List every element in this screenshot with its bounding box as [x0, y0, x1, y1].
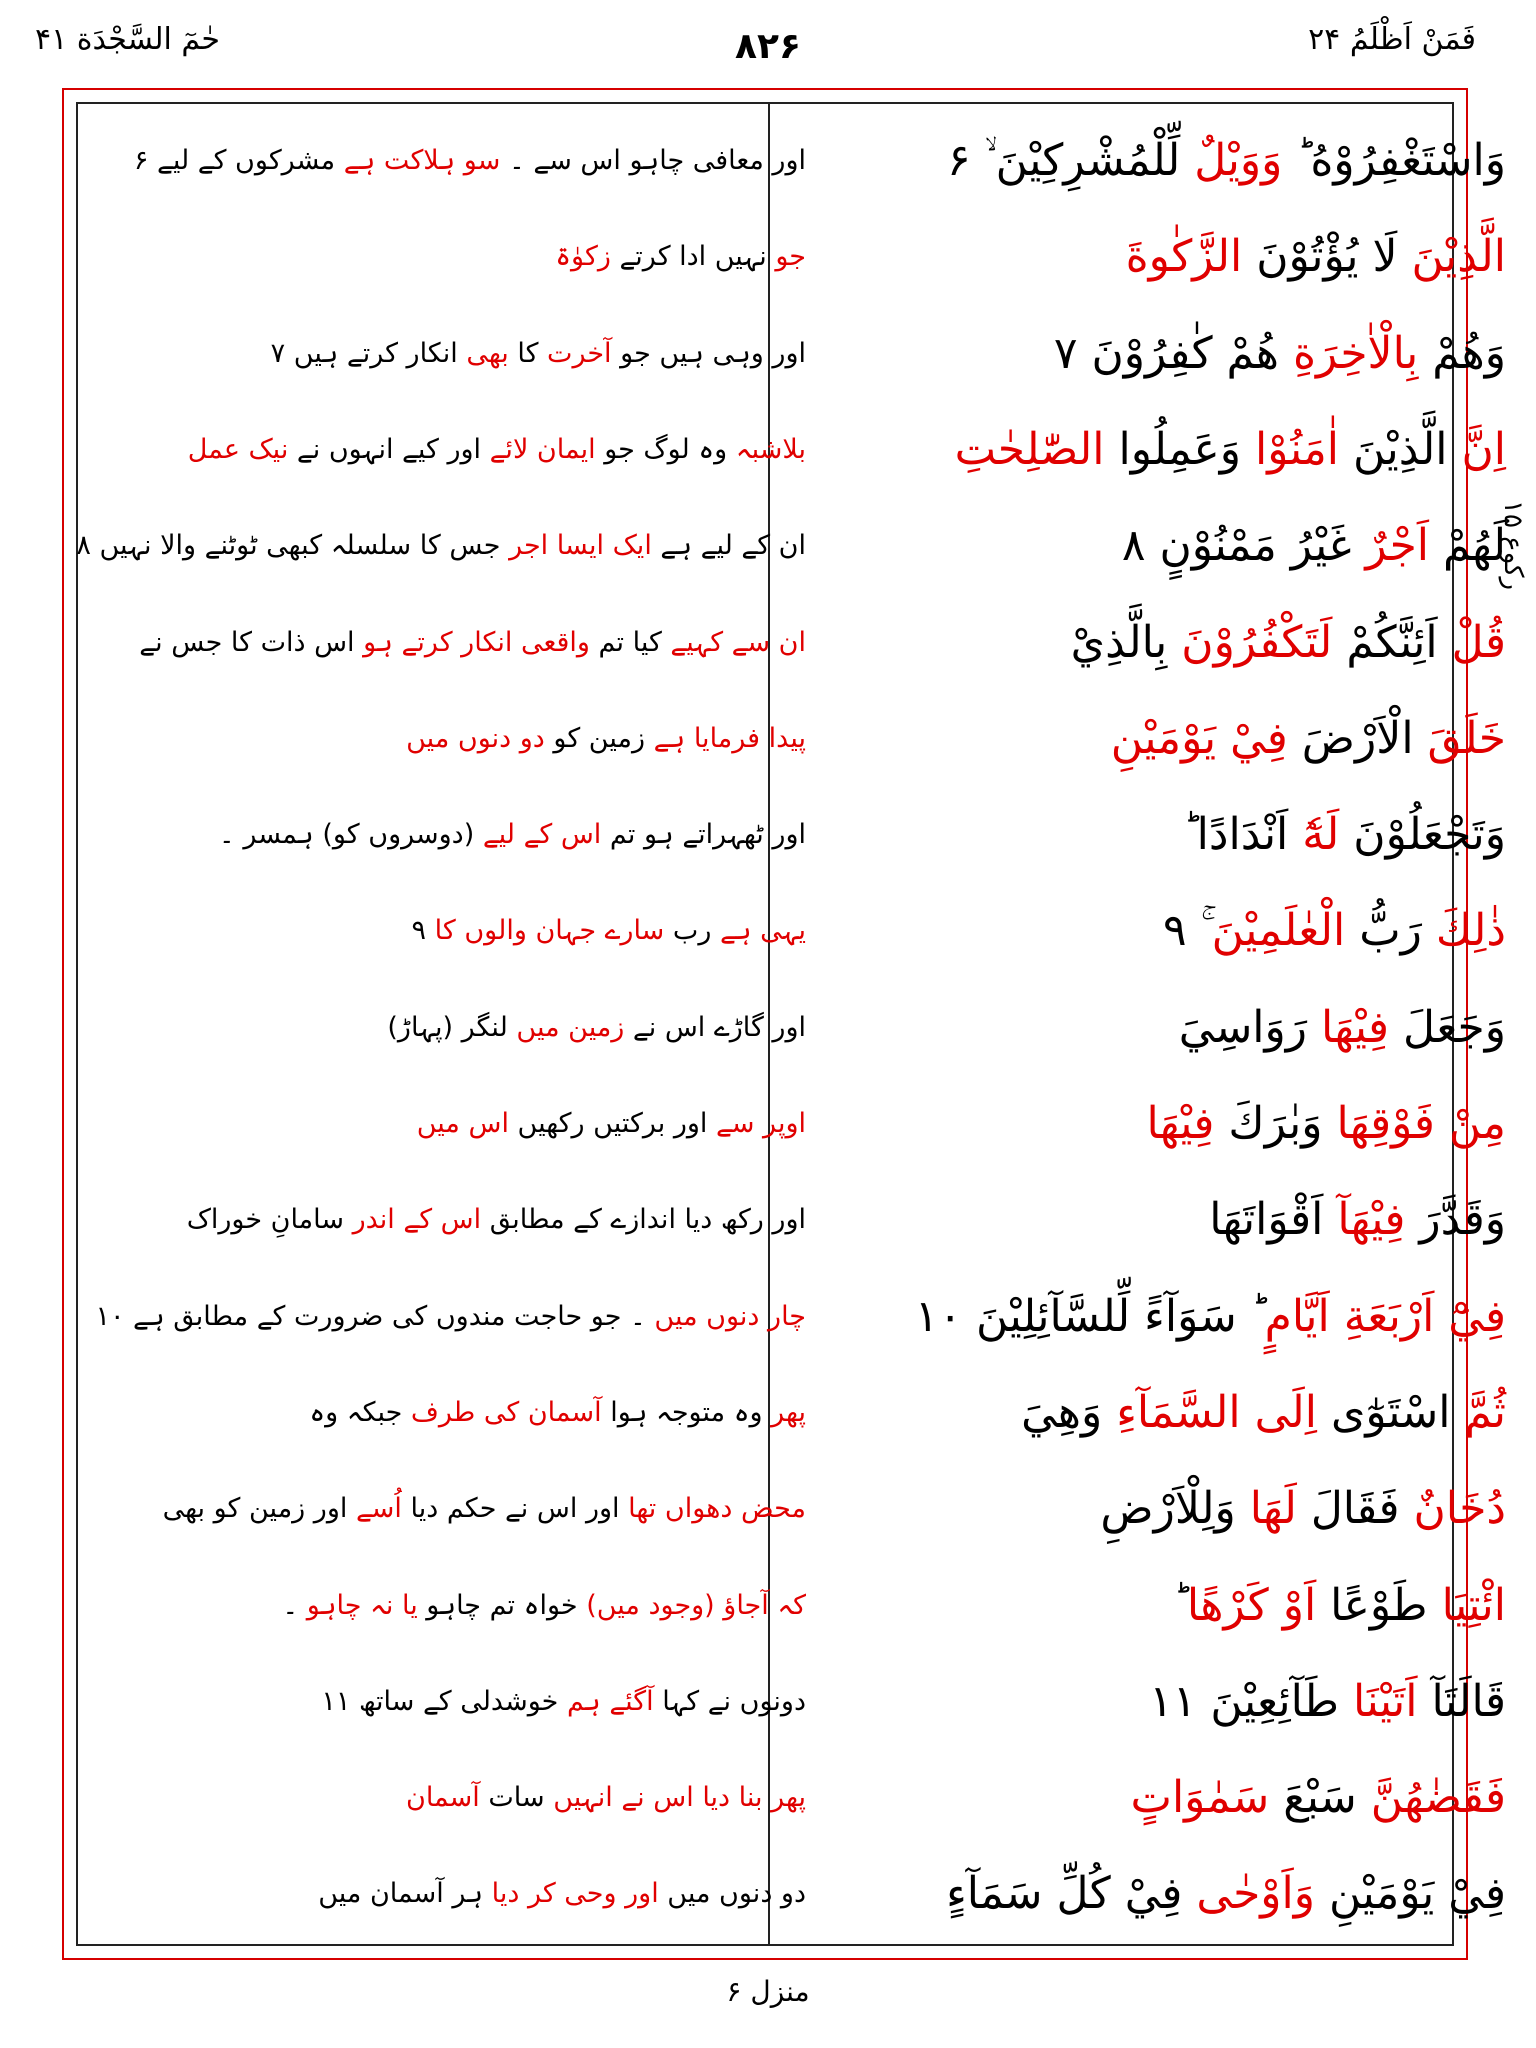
urdu-segment: نیک عمل — [187, 433, 289, 465]
urdu-segment: اس میں — [416, 1108, 509, 1139]
arabic-segment: فَقَضٰهُنَّ — [1370, 1772, 1506, 1824]
urdu-segment: کا — [508, 337, 548, 369]
urdu-segment: (دوسروں کو) ہمسر ۔ — [218, 819, 483, 851]
arabic-segment: رَبُّ — [1345, 905, 1436, 957]
arabic-segment: لَتَكْفُرُوْنَ — [1181, 616, 1333, 668]
urdu-translation-line — [136, 405, 806, 495]
arabic-segment: فِيْ كُلِّ سَمَآءٍ — [946, 1868, 1197, 1920]
urdu-segment: ۔ — [282, 1589, 307, 1621]
ruku-marker: رکوع ۱۵ — [1498, 500, 1528, 591]
arabic-segment: اَوْ كَرْهًا — [1186, 1579, 1317, 1631]
verse-row — [76, 405, 1506, 495]
urdu-segment: یہی ہے — [719, 915, 806, 947]
arabic-segment: فِيْ يَوْمَيْنِ — [1110, 712, 1288, 764]
verse-row — [76, 116, 1506, 206]
arabic-segment: فِيْٓ اَرْبَعَةِ اَيَّامٍ — [1264, 1290, 1506, 1342]
arabic-verse-line — [866, 212, 1506, 302]
arabic-segment: لِّلْمُشْرِكِيْنَ ۙ‏ ۶ — [946, 135, 1195, 186]
urdu-segment: اور گاڑے اس نے — [624, 1011, 806, 1043]
urdu-segment: سامانِ خوراک — [186, 1204, 353, 1236]
manzil-footer: منزل ۶ — [726, 1975, 810, 2008]
arabic-segment: اَنْدَادًا ؕ — [1182, 809, 1303, 861]
arabic-segment: ۚ ۹ — [1162, 905, 1212, 957]
arabic-segment: الزَّكٰوةَ — [1125, 231, 1243, 283]
arabic-segment: قَالَتَآ — [1417, 1675, 1506, 1727]
arabic-segment: وَاسْتَغْفِرُوْهُ ؕ — [1282, 135, 1506, 186]
verse-row — [76, 1753, 1506, 1843]
arabic-verse-line — [866, 1079, 1506, 1169]
verse-row — [76, 1368, 1506, 1458]
arabic-segment: سَبْعَ — [1269, 1772, 1371, 1824]
urdu-segment: خوشدلی کے ساتھ ۱۱ — [321, 1685, 567, 1717]
arabic-segment: وَوَيْلٌ — [1194, 135, 1283, 186]
urdu-segment: انکار کرتے ہیں ۷ — [270, 337, 467, 369]
urdu-segment: ۔ جو حاجت مندوں کی ضرورت کے مطابق ہے ۱۰ — [95, 1300, 655, 1332]
urdu-segment: کہ آجاؤ (وجود میں) — [586, 1589, 806, 1621]
arabic-segment: وَلِلْاَرْضِ — [1100, 1483, 1250, 1535]
verse-row — [76, 501, 1506, 591]
arabic-segment: طَآئِعِيْنَ ۱۱ — [1149, 1675, 1354, 1727]
urdu-segment: آگئے ہم — [566, 1685, 654, 1717]
verse-row — [76, 886, 1506, 976]
urdu-segment: زکوٰۃ — [555, 241, 611, 273]
arabic-segment: اَتَيْنَا — [1353, 1675, 1418, 1727]
urdu-segment: زمین میں — [516, 1011, 625, 1043]
arabic-verse-line — [866, 1272, 1506, 1362]
urdu-translation-line — [136, 1753, 806, 1843]
urdu-segment: پیدا فرمایا ہے — [653, 722, 806, 754]
urdu-translation-line — [136, 983, 806, 1073]
verse-row — [76, 1175, 1506, 1265]
arabic-segment: ثُمَّ — [1464, 1386, 1506, 1438]
arabic-segment: رَوَاسِيَ — [1178, 1001, 1322, 1053]
urdu-translation-line — [136, 212, 806, 302]
arabic-segment: بِالْاٰخِرَةِ — [1292, 327, 1419, 379]
urdu-segment: پھر بنا دیا اس نے انہیں — [553, 1782, 806, 1814]
arabic-segment: ذٰلِكَ — [1435, 905, 1506, 957]
arabic-verse-line — [866, 501, 1506, 591]
arabic-segment: وَهُمْ — [1418, 327, 1506, 379]
arabic-segment: وَهِيَ — [1021, 1386, 1117, 1438]
arabic-segment: ؕ — [1172, 1579, 1187, 1631]
urdu-segment: بلاشبہ — [735, 433, 806, 465]
verse-row — [76, 983, 1506, 1073]
urdu-segment: وہ لوگ جو — [595, 433, 736, 465]
arabic-segment: ؕ سَوَآءً لِّلسَّآئِلِيْنَ ۱۰ — [914, 1290, 1265, 1342]
arabic-verse-line — [866, 1175, 1506, 1265]
arabic-segment: سَمٰوَاتٍ — [1130, 1772, 1270, 1824]
arabic-verse-line — [866, 1561, 1506, 1651]
urdu-segment: آخرت — [547, 337, 612, 369]
arabic-verse-line — [866, 598, 1506, 688]
urdu-segment: زمین کو — [544, 722, 654, 754]
header-surah-name: حٰمٓ السَّجْدَة ۴۱ — [35, 22, 220, 57]
arabic-verse-line — [866, 1368, 1506, 1458]
arabic-segment: اِنَّ — [1461, 423, 1506, 475]
urdu-segment: واقعی انکار کرتے ہو — [363, 626, 590, 658]
arabic-segment: الصّٰلِحٰتِ — [954, 423, 1105, 475]
urdu-translation-line — [136, 1464, 806, 1554]
verse-row — [76, 1272, 1506, 1362]
urdu-segment: وہ متوجہ ہوا — [601, 1396, 772, 1428]
urdu-segment: ایمان لائے — [489, 433, 596, 465]
arabic-verse-line — [866, 1464, 1506, 1554]
urdu-translation-line — [136, 1657, 806, 1747]
verse-row — [76, 1079, 1506, 1169]
arabic-segment: وَجَعَلَ — [1389, 1001, 1506, 1053]
urdu-translation-line — [136, 598, 806, 688]
arabic-segment: لَهَا — [1249, 1483, 1297, 1535]
arabic-segment: مِنْ فَوْقِهَا — [1336, 1098, 1506, 1149]
verse-row — [76, 212, 1506, 302]
urdu-segment: جبکہ وہ — [309, 1396, 411, 1428]
urdu-segment: بھی — [466, 337, 509, 369]
urdu-segment: محض دھواں تھا — [628, 1493, 806, 1525]
urdu-segment: اور برکتیں رکھیں — [508, 1108, 717, 1139]
urdu-segment: آسمان — [406, 1782, 480, 1814]
arabic-verse-line — [866, 983, 1506, 1073]
arabic-segment: وَعَمِلُوا — [1104, 423, 1255, 475]
urdu-translation-line — [136, 886, 806, 976]
arabic-verse-line — [866, 309, 1506, 399]
verse-row — [76, 790, 1506, 880]
urdu-segment: ایک ایسا اجر — [509, 530, 652, 562]
arabic-segment: وَقَدَّرَ — [1405, 1194, 1506, 1246]
urdu-translation-line — [133, 116, 806, 206]
urdu-translation-line — [136, 1079, 806, 1169]
urdu-segment: اور زمین کو بھی — [162, 1493, 356, 1525]
urdu-translation-line — [76, 501, 806, 591]
arabic-verse-line — [866, 116, 1506, 206]
urdu-segment: اُسے — [355, 1493, 402, 1525]
page-number: ۸۲۶ — [735, 26, 801, 67]
arabic-segment: خَلَقَ — [1427, 712, 1506, 764]
arabic-segment: اسْتَوٰٓى — [1316, 1386, 1465, 1438]
arabic-segment: قُلْ — [1451, 616, 1506, 668]
urdu-segment: اور وحی کر دیا — [491, 1878, 659, 1910]
urdu-segment: مشرکوں کے لیے ۶ — [133, 145, 344, 176]
header-surah-part: فَمَنْ اَظْلَمُ ۲۴ — [1308, 22, 1476, 57]
arabic-segment: فِيْهَا — [1321, 1001, 1390, 1053]
urdu-segment: چار دنوں میں — [654, 1300, 806, 1332]
arabic-segment: فَقَالَ — [1296, 1483, 1414, 1535]
arabic-verse-line — [866, 886, 1506, 976]
verse-row — [76, 694, 1506, 784]
urdu-translation-line — [136, 1368, 806, 1458]
arabic-verse-line — [866, 694, 1506, 784]
arabic-verse-line — [866, 1849, 1506, 1939]
arabic-segment: اَجْرٌ — [1365, 520, 1430, 572]
arabic-segment: اِلَى السَّمَآءِ — [1116, 1386, 1317, 1438]
arabic-segment: وَتَجْعَلُوْنَ — [1339, 809, 1506, 861]
urdu-segment: جو — [775, 241, 806, 273]
arabic-segment: فِيْهَا — [1146, 1098, 1215, 1149]
arabic-segment: اٰمَنُوْا — [1254, 423, 1339, 475]
arabic-segment: ائْتِيَا — [1441, 1579, 1506, 1631]
arabic-segment: فِيْ يَوْمَيْنِ — [1315, 1868, 1506, 1920]
urdu-segment: اوپر سے — [716, 1108, 806, 1139]
urdu-segment: ۹ — [411, 915, 435, 947]
arabic-segment: بِالَّذِيْ — [1070, 616, 1182, 668]
arabic-verse-line — [866, 1657, 1506, 1747]
arabic-segment: فِيْهَآ — [1337, 1194, 1406, 1246]
urdu-segment: دو دنوں میں — [658, 1878, 806, 1910]
arabic-segment: الْاَرْضَ — [1287, 712, 1428, 764]
arabic-segment: اَقْوَاتَهَا — [1209, 1194, 1338, 1246]
urdu-segment: ان سے کہیے — [670, 626, 806, 658]
arabic-segment: دُخَانٌ — [1413, 1483, 1506, 1535]
urdu-segment: آسمان کی طرف — [410, 1396, 602, 1428]
urdu-segment: اور کیے انہوں نے — [288, 433, 490, 465]
urdu-segment: سارے جہان والوں کا — [434, 915, 665, 947]
arabic-segment: الَّذِيْنَ — [1339, 423, 1462, 475]
urdu-translation-line — [136, 309, 806, 399]
arabic-segment: طَوْعًا — [1316, 1579, 1442, 1631]
urdu-segment: اور اس نے حکم دیا — [401, 1493, 629, 1525]
arabic-segment: الَّذِيْنَ — [1411, 231, 1506, 283]
urdu-segment: اس کے لیے — [482, 819, 602, 851]
arabic-verse-line — [866, 790, 1506, 880]
urdu-segment: اور رکھ دیا اندازے کے مطابق — [481, 1204, 806, 1236]
arabic-verse-line — [866, 1753, 1506, 1843]
urdu-segment: یا نہ چاہو — [306, 1589, 418, 1621]
urdu-segment: پھر — [771, 1396, 806, 1428]
urdu-translation-line — [136, 790, 806, 880]
urdu-segment: کیا تم — [589, 626, 671, 658]
arabic-segment: لَا يُؤْتُوْنَ — [1242, 231, 1412, 283]
urdu-translation-line — [95, 1272, 806, 1362]
urdu-segment: اور ٹھہراتے ہو تم — [601, 819, 806, 851]
urdu-segment: سات — [479, 1782, 554, 1814]
urdu-segment: جس کا سلسلہ کبھی ٹوٹنے والا نہیں ۸ — [76, 530, 510, 562]
arabic-segment: وَبٰرَكَ — [1214, 1098, 1337, 1149]
urdu-translation-line — [136, 1849, 806, 1939]
urdu-segment: لنگر (پہاڑ) — [387, 1011, 517, 1043]
urdu-segment: دونوں نے کہا — [653, 1685, 806, 1717]
urdu-segment: خواہ تم چاہو — [417, 1589, 587, 1621]
arabic-verse-line — [866, 405, 1506, 495]
arabic-segment: لَهٗٓ — [1302, 809, 1340, 861]
verse-row — [76, 1464, 1506, 1554]
urdu-segment: ان کے لیے ہے — [651, 530, 806, 562]
urdu-segment: ہر آسمان میں — [318, 1878, 492, 1910]
urdu-segment: اور وہی ہیں جو — [611, 337, 806, 369]
verse-row — [76, 1657, 1506, 1747]
urdu-translation-line — [136, 1175, 806, 1265]
urdu-translation-line — [136, 1561, 806, 1651]
urdu-segment: سو ہلاکت ہے — [343, 145, 501, 176]
urdu-segment: رب — [664, 915, 720, 947]
verse-row — [76, 1561, 1506, 1651]
urdu-segment: اس ذات کا جس نے — [139, 626, 364, 658]
arabic-segment: الْعٰلَمِيْنَ — [1211, 905, 1346, 957]
verse-row — [76, 598, 1506, 688]
verse-row — [76, 309, 1506, 399]
urdu-segment: دو دنوں میں — [406, 722, 545, 754]
urdu-segment: نہیں ادا کرتے — [610, 241, 776, 273]
verse-row — [76, 1849, 1506, 1939]
urdu-segment: اور معافی چاہو اس سے ۔ — [500, 145, 806, 176]
urdu-translation-line — [136, 694, 806, 784]
arabic-segment: هُمْ كٰفِرُوْنَ ۷ — [1053, 327, 1293, 379]
arabic-segment: اَئِنَّكُمْ — [1332, 616, 1452, 668]
arabic-segment: لَهُمْ — [1429, 520, 1506, 572]
arabic-segment: غَيْرُ مَمْنُوْنٍ ۸ — [1121, 520, 1366, 572]
urdu-segment: اس کے اندر — [352, 1204, 482, 1236]
arabic-segment: وَاَوْحٰى — [1196, 1868, 1315, 1920]
